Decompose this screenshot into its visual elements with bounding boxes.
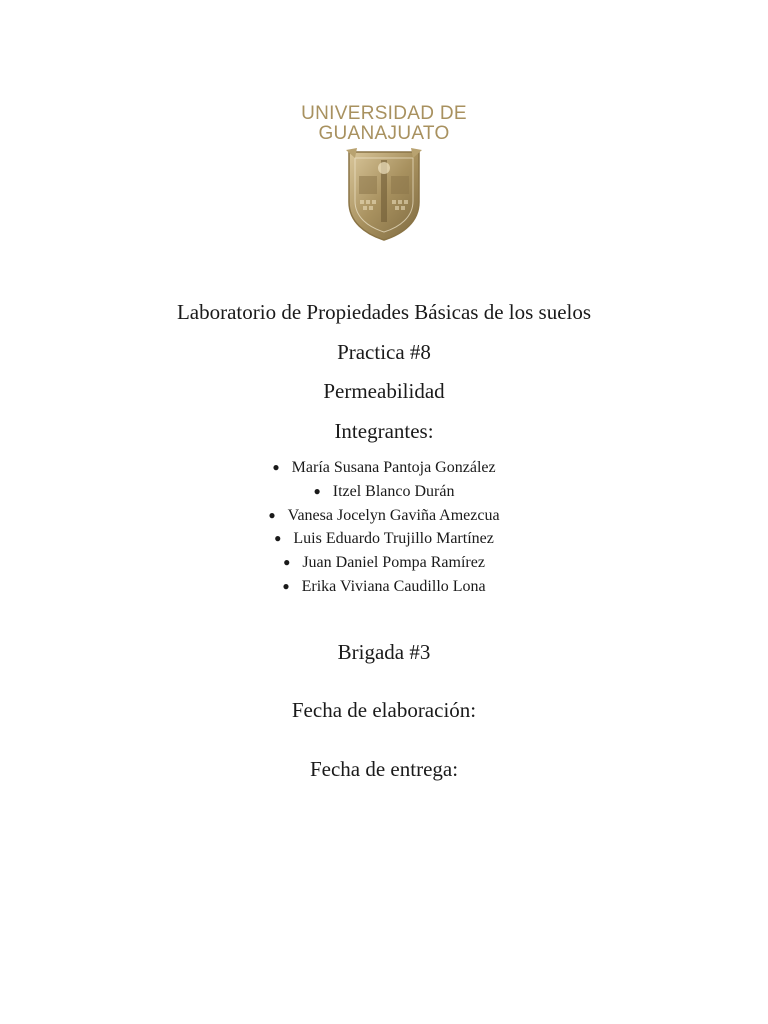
university-seal-icon — [343, 146, 425, 242]
members-heading: Integrantes: — [334, 419, 434, 443]
bullet-icon: ● — [282, 579, 290, 593]
bullet-icon: ● — [268, 508, 276, 522]
bullet-icon: ● — [313, 484, 321, 498]
university-logo-line1: UNIVERSIDAD DE — [301, 103, 467, 124]
date-delivered-label: Fecha de entrega: — [309, 757, 459, 781]
list-item: ● Luis Eduardo Trujillo Martínez — [274, 530, 494, 547]
list-item: ● Itzel Blanco Durán — [313, 483, 455, 500]
list-item: ● Erika Viviana Caudillo Lona — [282, 578, 486, 595]
bullet-icon: ● — [272, 460, 280, 474]
list-item: ● Vanesa Jocelyn Gaviña Amezcua — [268, 507, 500, 524]
bullet-icon: ● — [283, 555, 291, 569]
practice-number: Practica #8 — [337, 340, 431, 364]
university-logo-line2: GUANAJUATO — [318, 123, 450, 144]
list-item: ● María Susana Pantoja González — [272, 459, 496, 476]
bullet-icon: ● — [274, 531, 282, 545]
practice-topic: Permeabilidad — [323, 379, 445, 403]
brigade-number: Brigada #3 — [337, 640, 431, 664]
list-item: ● Juan Daniel Pompa Ramírez — [283, 554, 485, 571]
report-title: Laboratorio de Propiedades Básicas de los suelos — [176, 300, 592, 324]
date-made-label: Fecha de elaboración: — [291, 698, 477, 722]
